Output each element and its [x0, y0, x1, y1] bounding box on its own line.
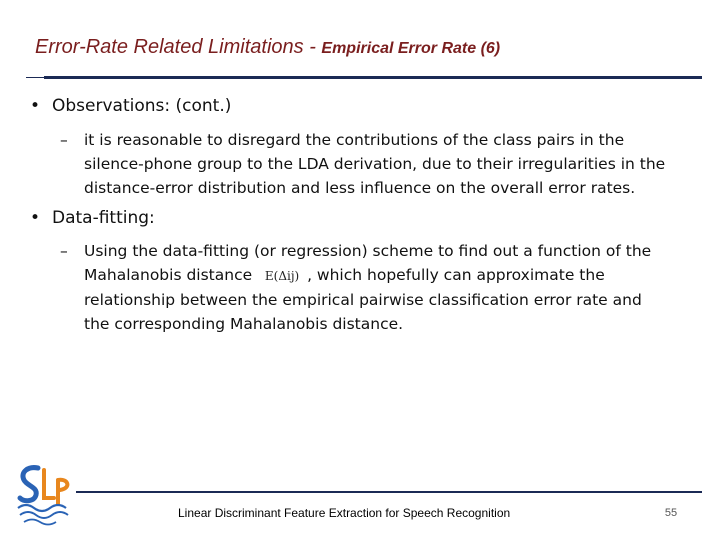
text-line: relationship between the empirical pairwise classification error rate and: [84, 291, 642, 309]
sub-item-text: [84, 128, 700, 200]
bullet-label: Data-fitting:: [52, 208, 155, 228]
text-line: it is reasonable to disregard the contributions of the class pairs in the: [84, 131, 625, 149]
logo-letter-l: [44, 470, 54, 498]
dash-marker: –: [60, 131, 68, 149]
bullet-label: Observations: (cont.): [52, 96, 232, 116]
title-divider: [44, 76, 702, 79]
text-fragment: Mahalanobis distance: [84, 266, 253, 284]
sub-item-text: [84, 239, 700, 336]
bullet-marker: •: [30, 96, 41, 116]
sub-item-observations: [60, 128, 700, 200]
page-number: 55: [664, 507, 678, 519]
footer-title: Linear Discriminant Feature Extraction for Speech Recognition: [178, 506, 511, 520]
title-main: Error-Rate Related Limitations -: [35, 36, 322, 58]
logo-letter-p: [58, 480, 67, 504]
slide-title: [35, 36, 500, 59]
bullet-data-fitting: [30, 208, 155, 228]
footer-divider: [76, 491, 702, 493]
logo-wave: [20, 512, 68, 518]
title-subtitle: Empirical Error Rate (6): [321, 40, 501, 57]
bullet-marker: •: [30, 208, 41, 228]
dash-marker: –: [60, 242, 68, 260]
logo-wave: [24, 520, 56, 525]
text-line: Using the data-fitting (or regression) scheme to find out a function of the: [84, 242, 652, 260]
formula-expression: E(Δij): [264, 269, 300, 283]
text-line: [84, 263, 700, 288]
text-line: distance-error distribution and less influence on the overall error rates.: [84, 179, 636, 197]
logo-letter-s: [20, 468, 38, 501]
text-line: silence-phone group to the LDA derivation, due to their irregularities in the: [84, 155, 666, 173]
text-line: the corresponding Mahalanobis distance.: [84, 315, 404, 333]
slp-logo: [14, 460, 76, 530]
title-divider-short: [26, 77, 46, 78]
sub-item-data-fitting: [60, 239, 700, 336]
bullet-observations: [30, 96, 231, 116]
logo-wave: [18, 505, 66, 511]
text-fragment: , which hopefully can approximate the: [307, 266, 605, 284]
